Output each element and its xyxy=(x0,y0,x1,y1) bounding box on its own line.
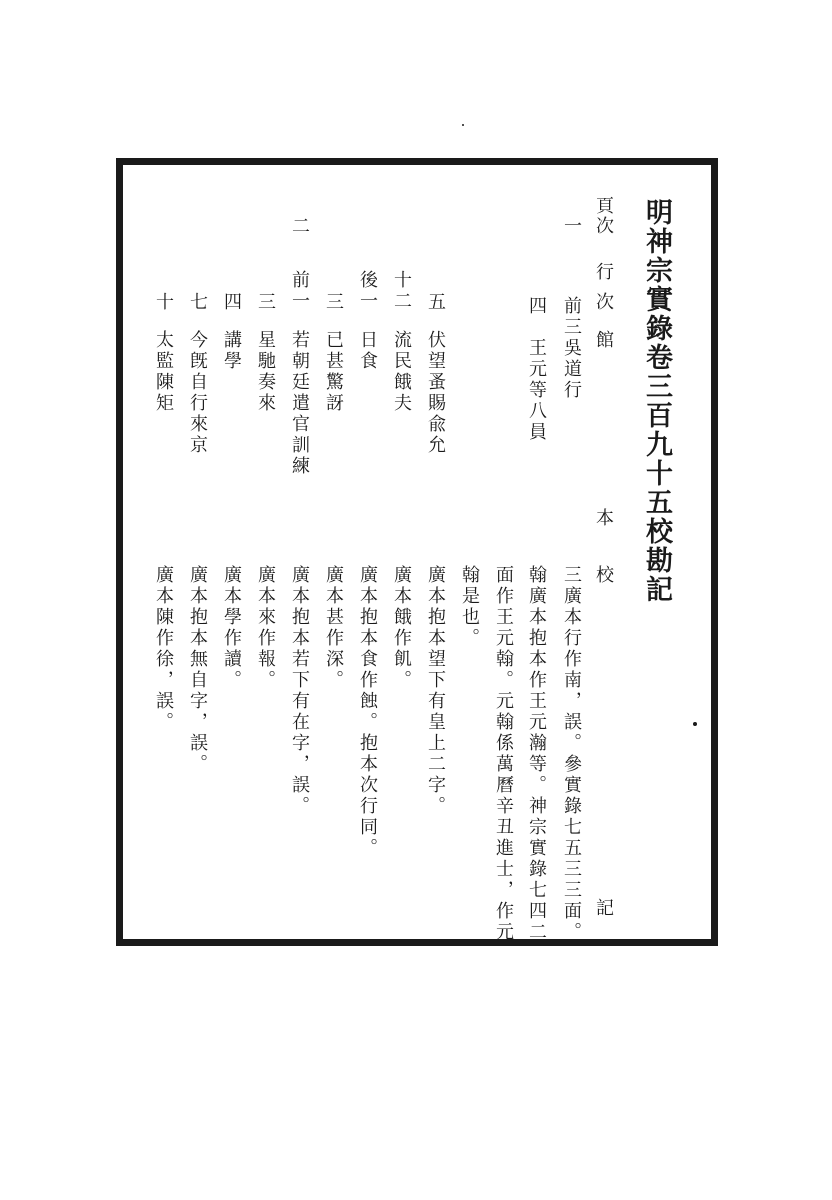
entry-term: 若朝廷遣官訓練 xyxy=(289,330,310,477)
header-edition: 館 xyxy=(593,330,614,348)
entry-term: 吳道行 xyxy=(561,338,582,401)
entry-term: 流民餓夫 xyxy=(391,330,412,414)
scan-speck xyxy=(462,124,464,126)
entry-line: 後一 xyxy=(357,270,378,312)
entry-line: 四 xyxy=(221,292,242,313)
entry-line: 三 xyxy=(323,292,344,313)
entry-note: 三廣本行作南，誤。參實錄七五三三面。 xyxy=(561,565,582,943)
entry-note: 廣本來作報。 xyxy=(255,565,276,691)
entry-line: 前一 xyxy=(289,270,310,312)
entry-note: 翰廣本抱本作王元瀚等。神宗實錄七四二 xyxy=(526,565,547,943)
header-page: 頁 xyxy=(593,196,614,214)
entry-note: 廣本抱本無自字，誤。 xyxy=(187,565,208,775)
header-line-2: 次 xyxy=(593,292,614,310)
entry-note: 廣本學作讀。 xyxy=(221,565,242,691)
entry-note: 廣本餓作飢。 xyxy=(391,565,412,691)
entry-note: 廣本抱本望下有皇上二字。 xyxy=(425,565,446,817)
entry-term: 已甚驚訝 xyxy=(323,330,344,414)
entry-note: 廣本甚作深。 xyxy=(323,565,344,691)
header-edition-2: 本 xyxy=(593,508,614,526)
header-line: 行 xyxy=(593,262,614,280)
entry-term: 伏望蚤賜兪允 xyxy=(425,330,446,456)
page-title: 明神宗實錄卷三百九十五校勘記 xyxy=(641,198,672,604)
entry-term: 今旣自行來京 xyxy=(187,330,208,456)
entry-term: 日食 xyxy=(357,330,378,372)
entry-term: 王元等八員 xyxy=(526,338,547,443)
entry-line: 五 xyxy=(425,292,446,313)
entry-term: 星馳奏來 xyxy=(255,330,276,414)
entry-line: 十二 xyxy=(391,270,412,312)
entry-line: 四 xyxy=(526,296,547,317)
entry-page: 一 xyxy=(561,216,582,237)
header-collation: 校 xyxy=(593,565,614,583)
entry-line: 前三 xyxy=(561,296,582,338)
entry-note-continued: 面作王元翰。元翰係萬曆辛丑進士，作元 xyxy=(493,565,514,943)
entry-line: 七 xyxy=(187,292,208,313)
header-collation-2: 記 xyxy=(593,898,614,916)
entry-line: 三 xyxy=(255,292,276,313)
entry-note: 廣本抱本若下有在字，誤。 xyxy=(289,565,310,817)
entry-note: 廣本抱本食作蝕。抱本次行同。 xyxy=(357,565,378,859)
entry-line: 十 xyxy=(153,292,174,313)
entry-note: 廣本陳作徐，誤。 xyxy=(153,565,174,733)
entry-term: 講學 xyxy=(221,330,242,372)
entry-page: 二 xyxy=(289,216,310,237)
scan-speck xyxy=(693,722,697,726)
entry-note-continued: 翰是也。 xyxy=(459,565,480,649)
header-page-2: 次 xyxy=(593,216,614,234)
page-border xyxy=(116,158,718,946)
entry-term: 太監陳矩 xyxy=(153,330,174,414)
